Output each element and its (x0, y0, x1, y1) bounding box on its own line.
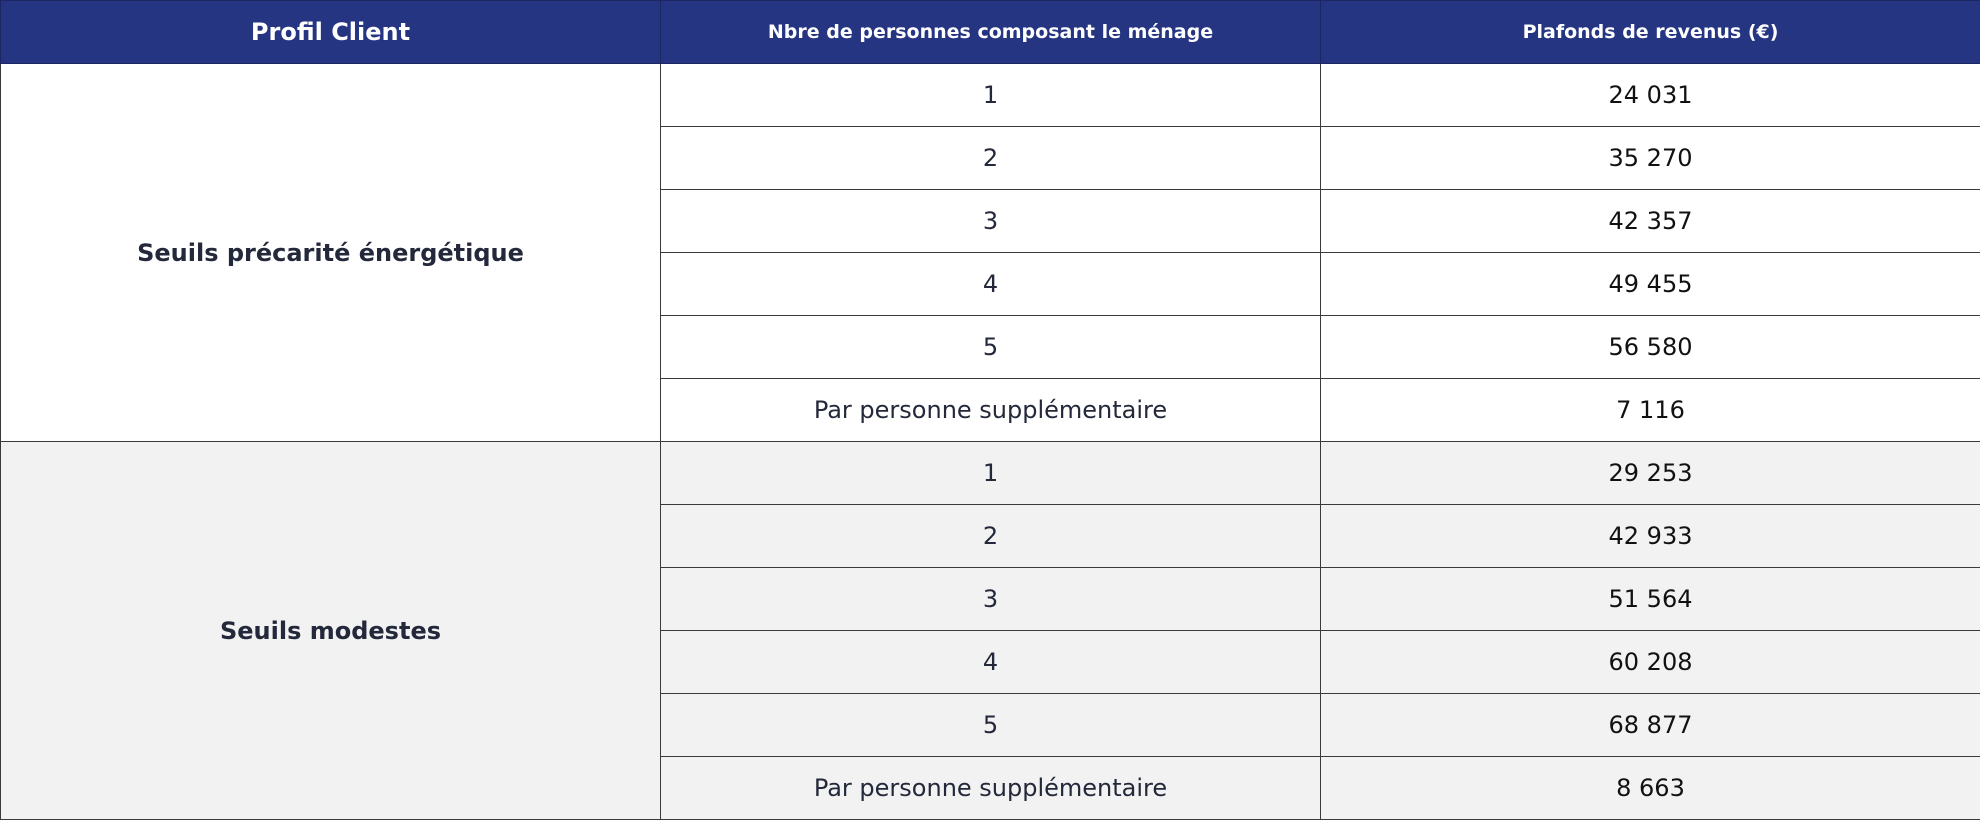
income-cell: 42 357 (1321, 190, 1980, 253)
table-row (1, 64, 1980, 127)
persons-cell: 2 (661, 127, 1321, 190)
income-cell: 56 580 (1321, 316, 1980, 379)
group-modest (1, 442, 1980, 820)
persons-cell: 5 (661, 316, 1321, 379)
persons-cell: 5 (661, 694, 1321, 757)
income-cell: 42 933 (1321, 505, 1980, 568)
persons-cell: 3 (661, 190, 1321, 253)
persons-cell: 1 (661, 64, 1321, 127)
income-cell: 24 031 (1321, 64, 1980, 127)
persons-cell: 2 (661, 505, 1321, 568)
income-cell: 8 663 (1321, 757, 1980, 820)
persons-cell: 4 (661, 631, 1321, 694)
income-cell: 35 270 (1321, 127, 1980, 190)
income-cell: 7 116 (1321, 379, 1980, 442)
profile-cell: Seuils précarité énergétique (1, 64, 661, 442)
header-income: Plafonds de revenus (€) (1321, 1, 1980, 64)
persons-cell: 3 (661, 568, 1321, 631)
persons-cell: 4 (661, 253, 1321, 316)
income-cell: 60 208 (1321, 631, 1980, 694)
income-cell: 29 253 (1321, 442, 1980, 505)
income-cell: 51 564 (1321, 568, 1980, 631)
profile-cell: Seuils modestes (1, 442, 661, 820)
header-profile: Profil Client (1, 1, 661, 64)
income-cell: 49 455 (1321, 253, 1980, 316)
table-row (1, 442, 1980, 505)
header-persons: Nbre de personnes composant le ménage (661, 1, 1321, 64)
persons-cell: Par personne supplémentaire (661, 379, 1321, 442)
group-energy-precarity (1, 64, 1980, 442)
persons-cell: Par personne supplémentaire (661, 757, 1321, 820)
table-header (1, 1, 1980, 64)
persons-cell: 1 (661, 442, 1321, 505)
header-row (1, 1, 1980, 64)
income-cell: 68 877 (1321, 694, 1980, 757)
